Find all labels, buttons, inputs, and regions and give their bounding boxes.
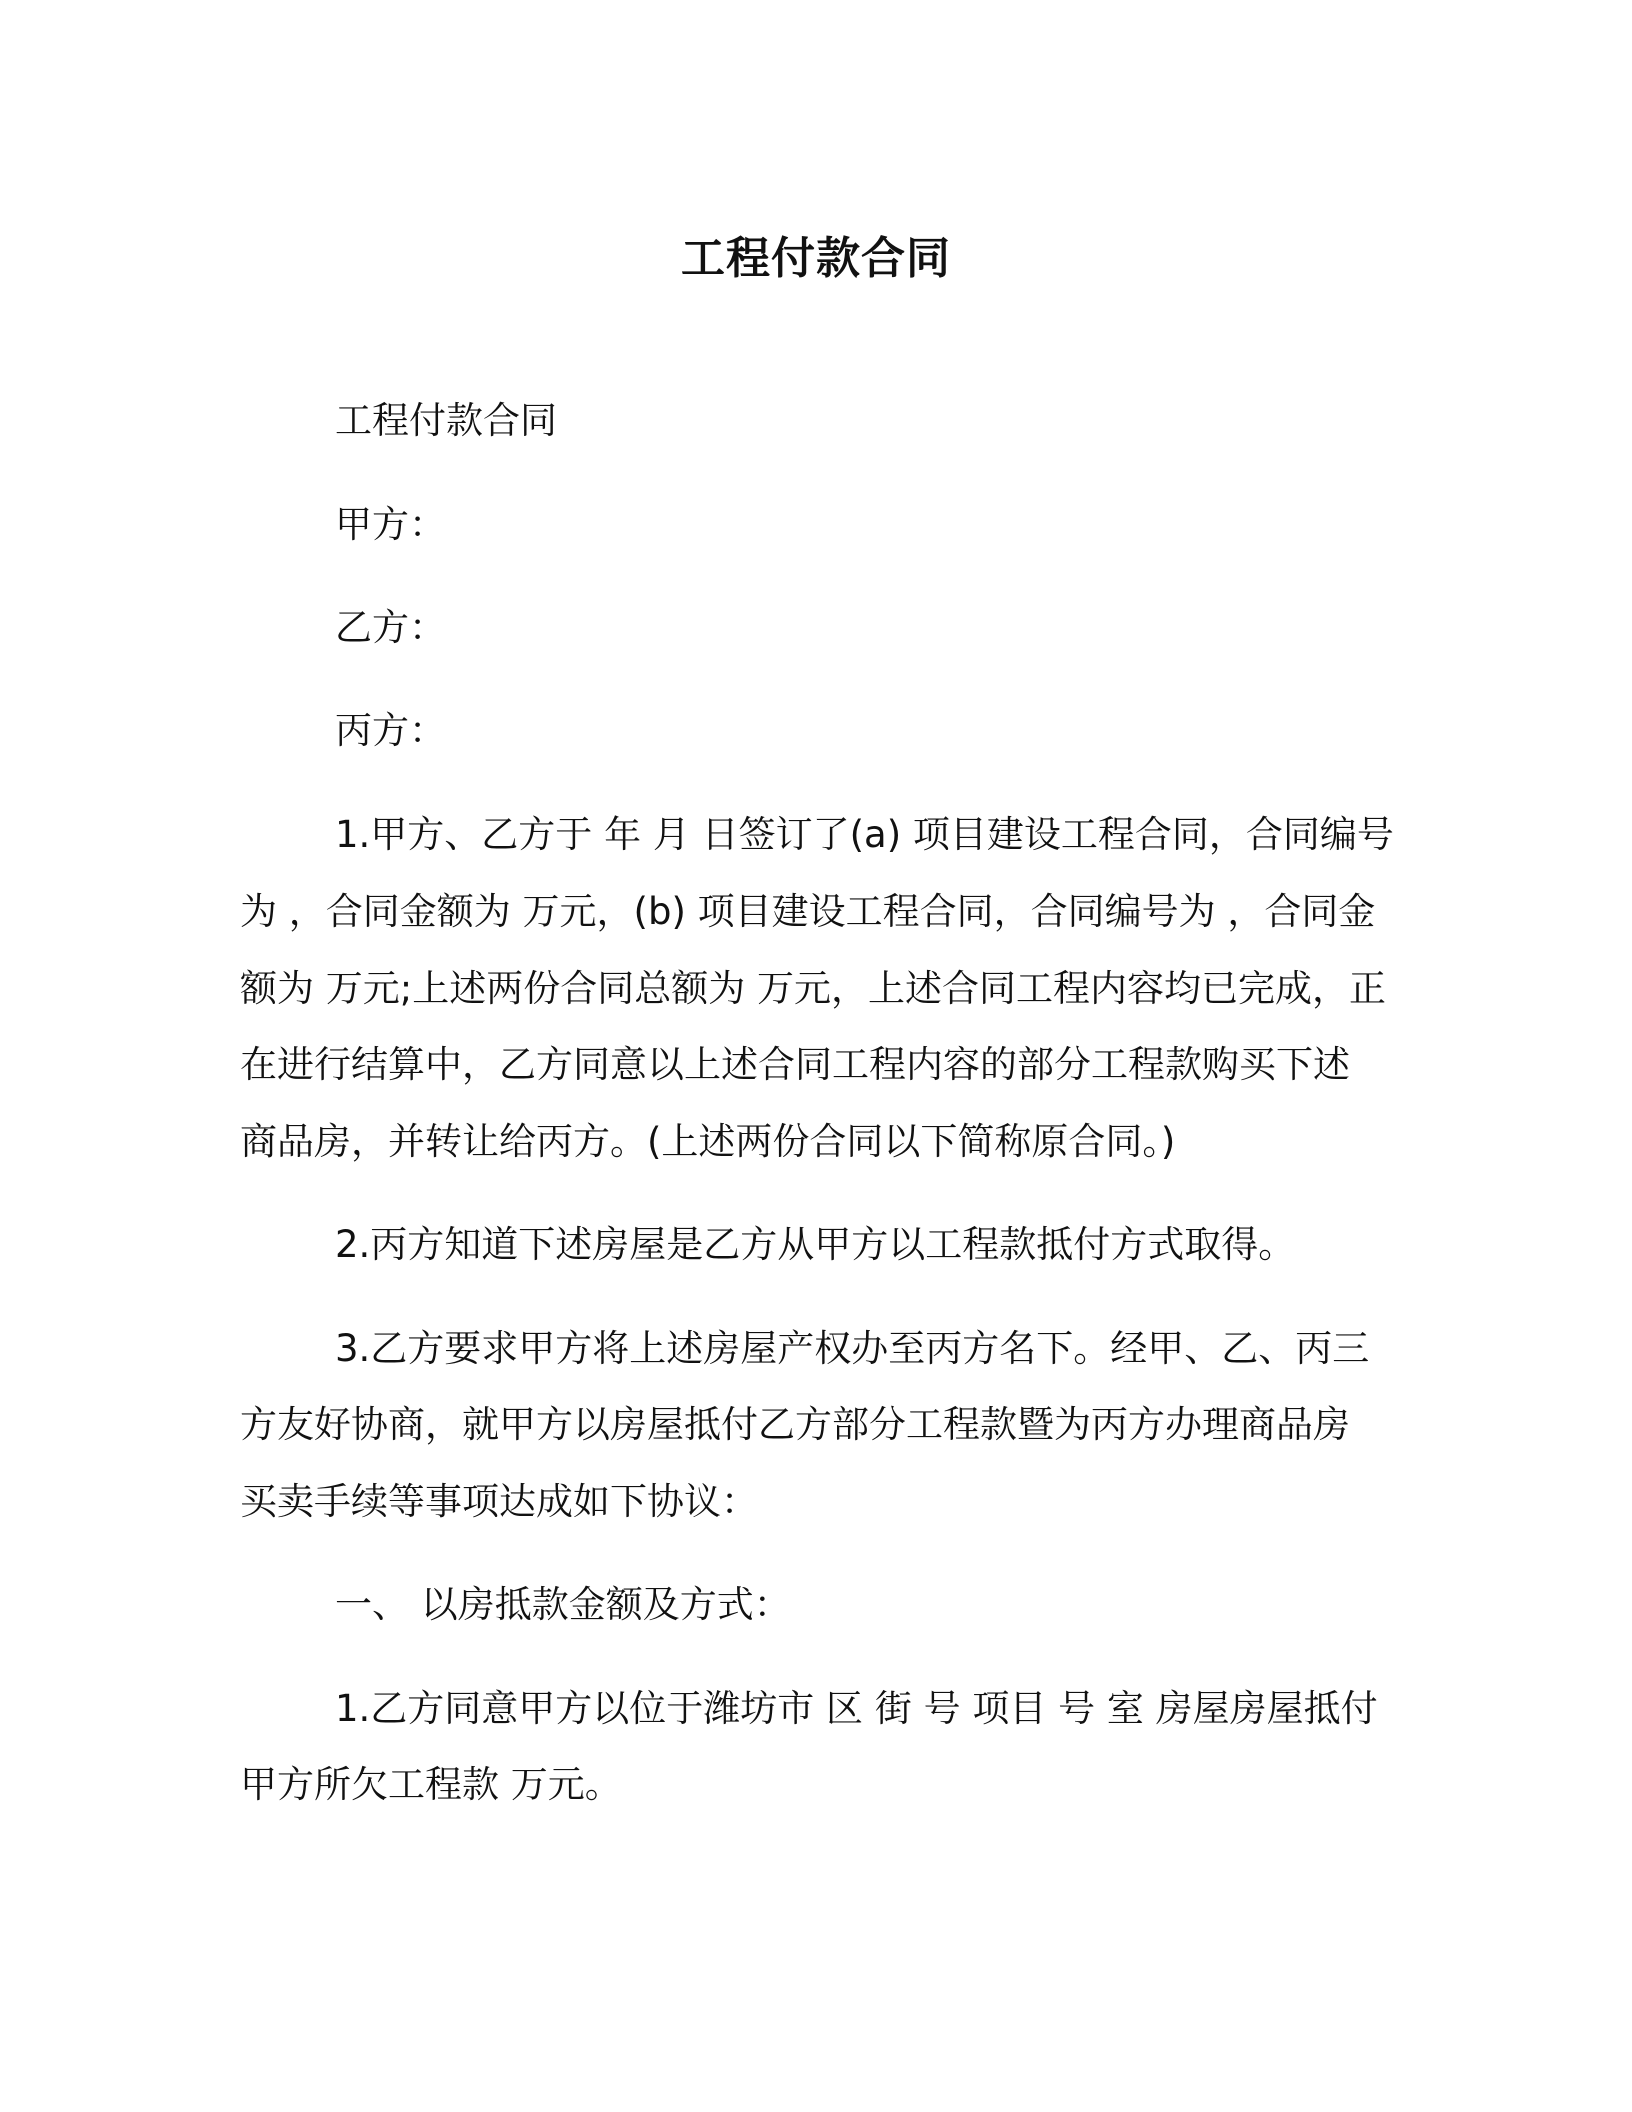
clause-1-line-2: 为 ，合同金额为 万元，(b) 项目建设工程合同，合同编号为 ，合同金 [240,890,1376,933]
clause-1-line-3: 额为 万元;上述两份合同总额为 万元，上述合同工程内容均已完成，正 [240,967,1386,1010]
clause-1-line-1: 1.甲方、乙方于 年 月 日签订了(a) 项目建设工程合同，合同编号 [335,813,1394,856]
clause-1-line-5: 商品房，并转让给丙方。(上述两份合同以下简称原合同。) [240,1120,1176,1163]
subtitle-line: 工程付款合同 [335,399,557,442]
clause-3-line-2: 方友好协商，就甲方以房屋抵付乙方部分工程款暨为丙方办理商品房 [240,1403,1350,1446]
clause-1-line-4: 在进行结算中，乙方同意以上述合同工程内容的部分工程款购买下述 [240,1043,1350,1086]
clause-3-line-1: 3.乙方要求甲方将上述房屋产权办至丙方名下。经甲、乙、丙三 [335,1327,1370,1370]
party-b-line: 乙方： [335,606,446,649]
document-title: 工程付款合同 [681,233,951,284]
clause-3-line-3: 买卖手续等事项达成如下协议： [240,1480,758,1523]
section-1-item-1-line-1: 1.乙方同意甲方以位于潍坊市 区 街 号 项目 号 室 房屋房屋抵付 [335,1687,1378,1730]
party-a-line: 甲方： [335,503,446,546]
section-1-item-1-line-2: 甲方所欠工程款 万元。 [240,1763,622,1806]
clause-2-line-1: 2.丙方知道下述房屋是乙方从甲方以工程款抵付方式取得。 [335,1223,1296,1266]
section-1-heading: 一、 以房抵款金额及方式： [335,1583,791,1626]
party-c-line: 丙方： [335,709,446,752]
